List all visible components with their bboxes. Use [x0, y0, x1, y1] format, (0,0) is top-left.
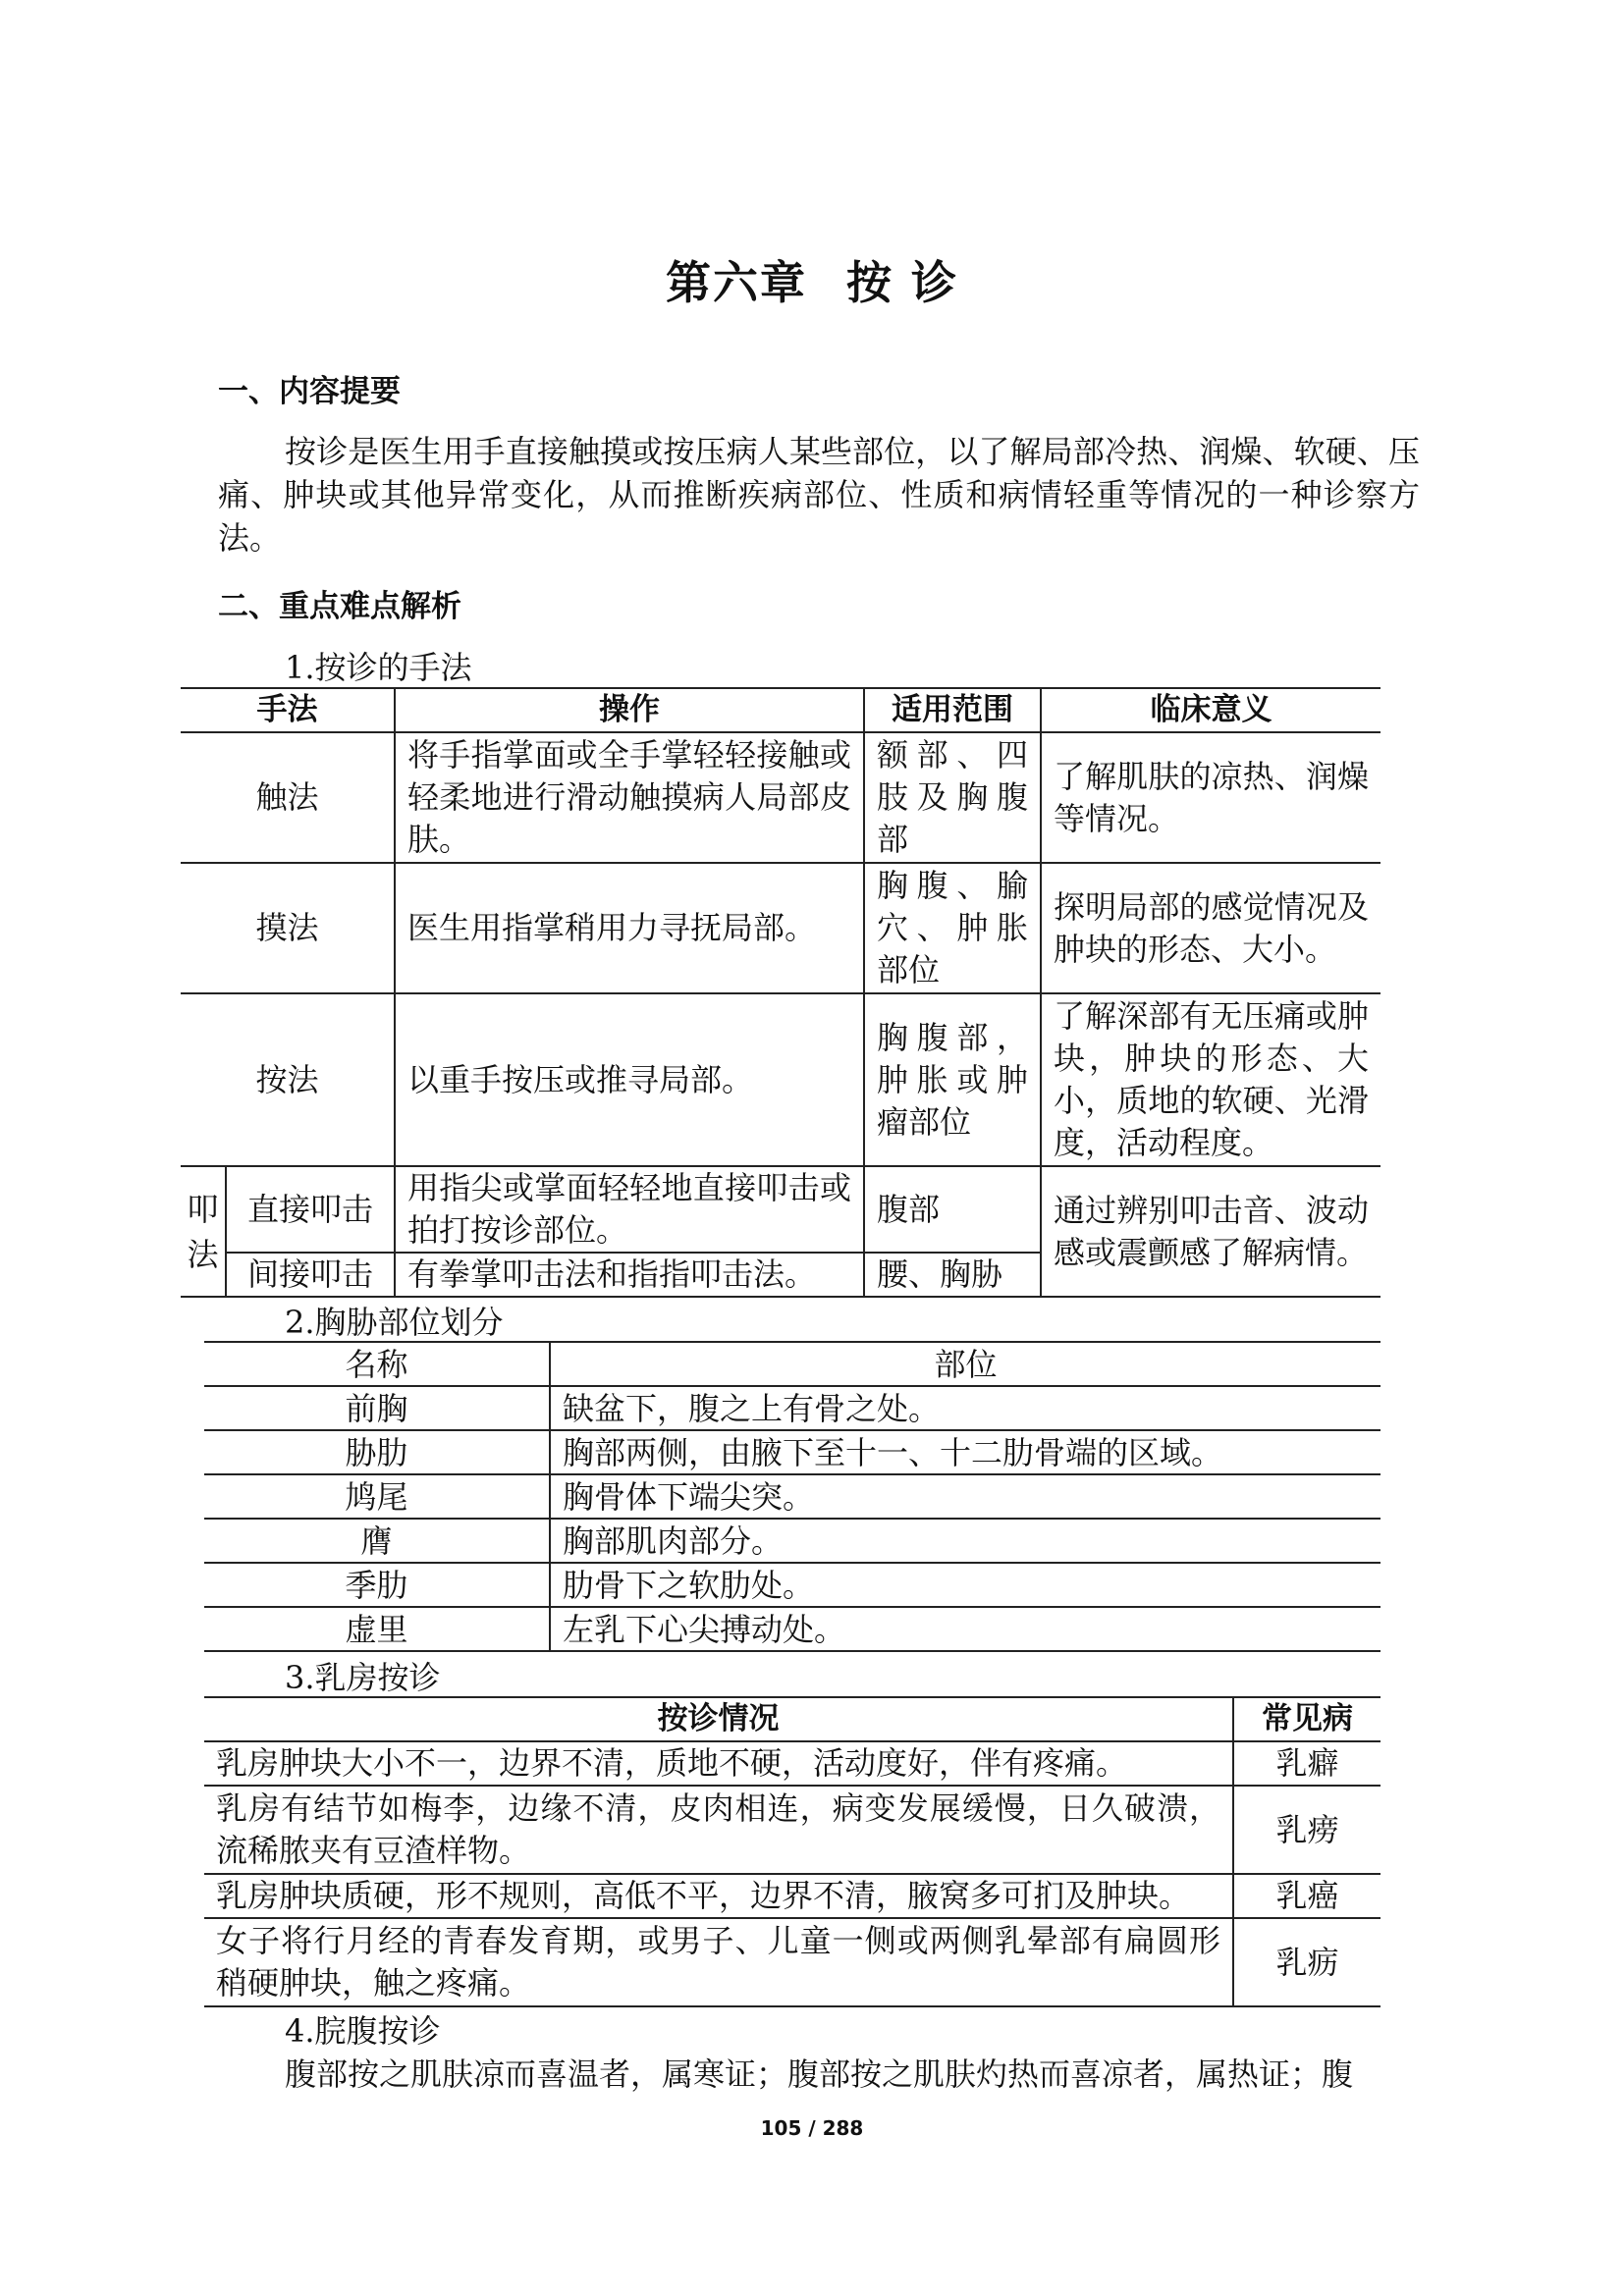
header-finding: 按诊情况 — [204, 1697, 1233, 1741]
subsection3-title: 3.乳房按诊 — [285, 1659, 441, 1696]
method-cell: 触法 — [181, 732, 395, 863]
table-row — [181, 1166, 1380, 1253]
header-disease: 常见病 — [1233, 1697, 1380, 1741]
chapter-name: 按 诊 — [845, 256, 958, 309]
operation-cell: 将手指掌面或全手掌轻轻接触或轻柔地进行滑动触摸病人局部皮肤。 — [395, 732, 864, 863]
table-header-row — [204, 1697, 1380, 1741]
operation-cell: 用指尖或掌面轻轻地直接叩击或拍打按诊部位。 — [395, 1166, 864, 1253]
table-row — [204, 1607, 1380, 1651]
name-cell: 虚里 — [204, 1607, 550, 1651]
disease-cell: 乳痨 — [1233, 1786, 1380, 1874]
scope-cell: 腹部 — [864, 1166, 1041, 1253]
table-row — [204, 1474, 1380, 1519]
table-row — [181, 732, 1380, 863]
scope-cell: 额部、四肢及胸腹部 — [864, 732, 1041, 863]
table-row — [204, 1786, 1380, 1874]
header-meaning: 临床意义 — [1041, 688, 1380, 732]
meaning-cell: 探明局部的感觉情况及肿块的形态、大小。 — [1041, 863, 1380, 993]
meaning-cell: 了解肌肤的凉热、润燥等情况。 — [1041, 732, 1380, 863]
method-cell: 摸法 — [181, 863, 395, 993]
table-row — [181, 993, 1380, 1166]
finding-cell: 乳房肿块大小不一，边界不清，质地不硬，活动度好，伴有疼痛。 — [204, 1741, 1233, 1786]
finding-cell: 乳房肿块质硬，形不规则，高低不平，边界不清，腋窝多可扪及肿块。 — [204, 1874, 1233, 1918]
chapter-number: 第六章 — [665, 256, 807, 309]
table-row — [204, 1430, 1380, 1474]
chapter-title — [0, 247, 1624, 312]
subsection1-title: 1.按诊的手法 — [285, 649, 472, 686]
page-number: 105 / 288 — [760, 2116, 864, 2140]
name-cell: 胁肋 — [204, 1430, 550, 1474]
table-row — [204, 1918, 1380, 2006]
table-row — [204, 1519, 1380, 1563]
header-operation: 操作 — [395, 688, 864, 732]
header-scope: 适用范围 — [864, 688, 1041, 732]
table-row — [204, 1874, 1380, 1918]
method-cell: 直接叩击 — [226, 1166, 395, 1253]
name-cell: 季肋 — [204, 1563, 550, 1607]
location-cell: 胸部两侧，由腋下至十一、十二肋骨端的区域。 — [550, 1430, 1380, 1474]
subsection4-paragraph: 腹部按之肌肤凉而喜温者，属寒证；腹部按之肌肤灼热而喜凉者，属热证；腹 — [285, 2056, 1354, 2093]
breast-palpation-table — [204, 1696, 1380, 2007]
disease-cell: 乳疬 — [1233, 1918, 1380, 2006]
name-cell: 前胸 — [204, 1386, 550, 1430]
subsection4-title: 4.脘腹按诊 — [285, 2012, 441, 2050]
disease-cell: 乳癌 — [1233, 1874, 1380, 1918]
table-row — [181, 863, 1380, 993]
table-header-row — [181, 688, 1380, 732]
method-cell: 按法 — [181, 993, 395, 1166]
finding-cell: 女子将行月经的青春发育期，或男子、儿童一侧或两侧乳晕部有扁圆形稍硬肿块，触之疼痛。 — [204, 1918, 1233, 2006]
location-cell: 胸部肌肉部分。 — [550, 1519, 1380, 1563]
meaning-cell: 了解深部有无压痛或肿块，肿块的形态、大小，质地的软硬、光滑度，活动程度。 — [1041, 993, 1380, 1166]
method-cell: 间接叩击 — [226, 1253, 395, 1297]
header-name: 名称 — [204, 1342, 550, 1386]
header-method: 手法 — [181, 688, 395, 732]
section1-heading: 一、内容提要 — [218, 374, 401, 409]
scope-cell: 胸腹、腧穴、肿胀部位 — [864, 863, 1041, 993]
table-header-row — [204, 1342, 1380, 1386]
table-row — [204, 1563, 1380, 1607]
operation-cell: 有拳掌叩击法和指指叩击法。 — [395, 1253, 864, 1297]
chest-region-table — [204, 1341, 1380, 1652]
table-row — [204, 1741, 1380, 1786]
section2-heading: 二、重点难点解析 — [218, 589, 461, 624]
finding-cell: 乳房有结节如梅李，边缘不清，皮肉相连，病变发展缓慢，日久破溃，流稀脓夹有豆渣样物。 — [204, 1786, 1233, 1874]
meaning-cell: 通过辨别叩击音、波动感或震颤感了解病情。 — [1041, 1166, 1380, 1297]
scope-cell: 胸腹部，肿胀或肿瘤部位 — [864, 993, 1041, 1166]
location-cell: 肋骨下之软肋处。 — [550, 1563, 1380, 1607]
table-row — [204, 1386, 1380, 1430]
percussion-group-cell: 叩法 — [181, 1166, 226, 1297]
section1-paragraph: 按诊是医生用手直接触摸或按压病人某些部位，以了解局部冷热、润燥、软硬、压痛、肿块或其他异常变化，从而推断疾病部位、性质和病情轻重等情况的一种诊察方法。 — [218, 433, 1420, 557]
header-location: 部位 — [550, 1342, 1380, 1386]
name-cell: 鸠尾 — [204, 1474, 550, 1519]
palpation-methods-table — [181, 687, 1380, 1298]
location-cell: 左乳下心尖搏动处。 — [550, 1607, 1380, 1651]
name-cell: 膺 — [204, 1519, 550, 1563]
operation-cell: 以重手按压或推寻局部。 — [395, 993, 864, 1166]
operation-cell: 医生用指掌稍用力寻抚局部。 — [395, 863, 864, 993]
location-cell: 缺盆下，腹之上有骨之处。 — [550, 1386, 1380, 1430]
location-cell: 胸骨体下端尖突。 — [550, 1474, 1380, 1519]
subsection2-title: 2.胸胁部位划分 — [285, 1304, 504, 1341]
disease-cell: 乳癖 — [1233, 1741, 1380, 1786]
scope-cell: 腰、胸胁 — [864, 1253, 1041, 1297]
